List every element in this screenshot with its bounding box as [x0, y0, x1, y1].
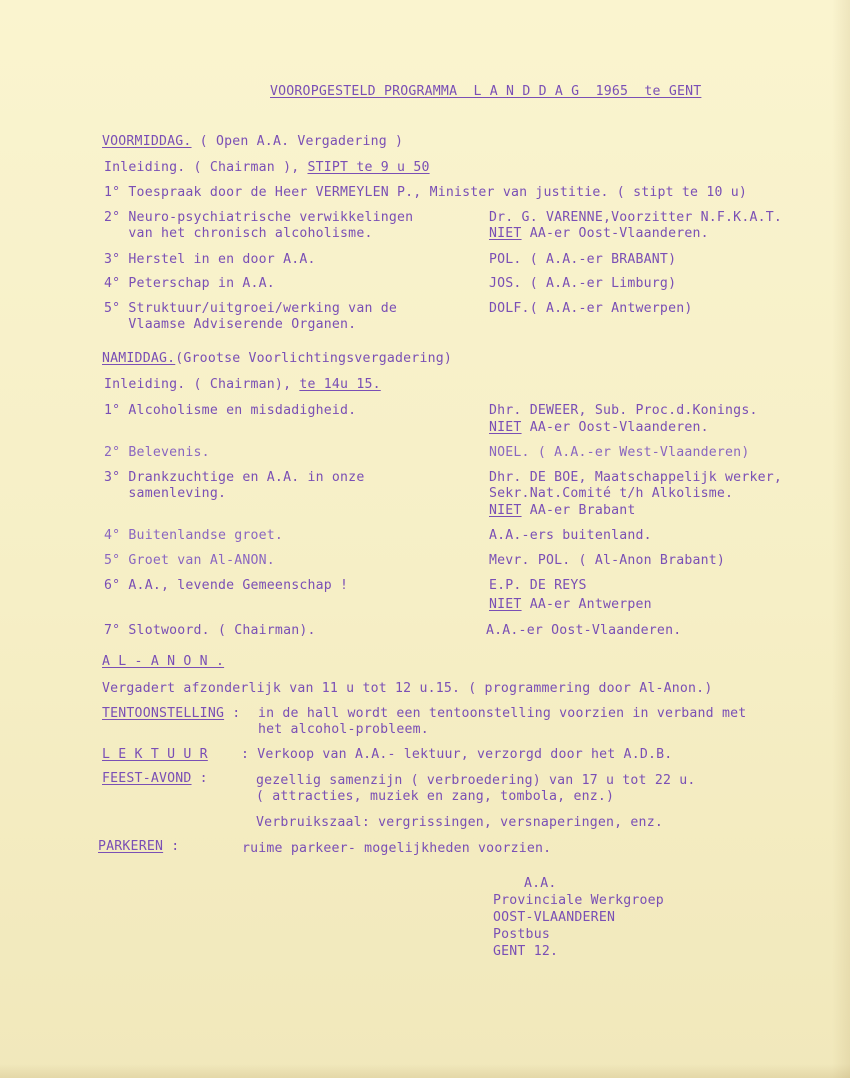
morning-item-3-speaker: POL. ( A.A.-er BRABANT)	[489, 252, 677, 267]
not-label: NIET	[489, 420, 522, 435]
morning-item-3: 3° Herstel in en door A.A.	[104, 252, 316, 267]
afternoon-heading-line	[102, 351, 452, 367]
afternoon-item-3-line-1: 3° Drankzuchtige en A.A. in onze	[104, 470, 365, 485]
morning-item-2-line-1: 2° Neuro-psychiatrische verwikkelingen	[104, 210, 414, 225]
afternoon-item-3-speaker-role: Sekr.Nat.Comité t/h Alkolisme.	[489, 486, 734, 501]
not-label: NIET	[489, 503, 522, 518]
morning-item-2-speaker: Dr. G. VARENNE,Voorzitter N.F.K.A.T.	[489, 210, 783, 225]
speaker-note-text: AA-er Antwerpen	[521, 597, 652, 612]
afternoon-intro-text: Inleiding. ( Chairman),	[104, 377, 300, 392]
morning-heading-line	[102, 134, 403, 150]
paper-edge-bottom	[0, 1064, 850, 1078]
signature-line-4: Postbus	[493, 927, 550, 942]
not-label: NIET	[489, 597, 522, 612]
signature-line-3: OOST-VLAANDEREN	[493, 910, 616, 925]
document-title: VOOROPGESTELD PROGRAMMA L A N D D A G 1965 te GENT	[270, 84, 702, 99]
afternoon-intro	[104, 377, 381, 393]
alanon-heading: A L - A N O N .	[102, 654, 225, 669]
morning-item-4: 4° Peterschap in A.A.	[104, 276, 275, 291]
parking-text: ruime parkeer- mogelijkheden voorzien.	[242, 841, 552, 856]
afternoon-item-7-speaker: A.A.-er Oost-Vlaanderen.	[486, 623, 682, 638]
party-text-line-1: gezellig samenzijn ( verbroedering) van 17 u tot 22 u.	[256, 773, 696, 788]
afternoon-item-6-speaker-note	[489, 597, 652, 613]
parking-label-line	[98, 839, 179, 855]
parking-label: PARKEREN	[98, 839, 164, 854]
afternoon-item-5-speaker: Mevr. POL. ( Al-Anon Brabant)	[489, 553, 726, 568]
afternoon-item-3-speaker-note	[489, 503, 636, 519]
morning-heading: VOORMIDDAG.	[102, 134, 192, 149]
afternoon-intro-time: te 14u 15.	[299, 377, 381, 392]
label-colon: :	[224, 706, 241, 721]
reading-text: : Verkoop van A.A.- lektuur, verzorgd door het A.D.B.	[241, 747, 673, 762]
party-label: FEEST-AVOND	[102, 771, 192, 786]
label-colon: :	[191, 771, 208, 786]
exhibition-label: TENTOONSTELLING	[102, 706, 225, 721]
morning-item-5-line-1: 5° Struktuur/uitgroei/werking van de	[104, 301, 398, 316]
speaker-note-text: AA-er Brabant	[521, 503, 636, 518]
afternoon-item-1: 1° Alcoholisme en misdadigheid.	[104, 403, 357, 418]
morning-item-5-speaker: DOLF.( A.A.-er Antwerpen)	[489, 301, 693, 316]
afternoon-item-5: 5° Groet van Al-ANON.	[104, 553, 275, 568]
signature-line-5: GENT 12.	[493, 944, 559, 959]
afternoon-item-7: 7° Slotwoord. ( Chairman).	[104, 623, 316, 638]
party-text-line-3: Verbruikszaal: vergrissingen, versnaperingen, enz.	[256, 815, 663, 830]
party-text-line-2: ( attracties, muziek en zang, tombola, enz.)	[256, 789, 615, 804]
afternoon-item-2: 2° Belevenis.	[104, 445, 210, 460]
afternoon-item-1-speaker-note	[489, 420, 709, 436]
morning-intro-text: Inleiding. ( Chairman ),	[104, 160, 308, 175]
afternoon-item-2-speaker: NOEL. ( A.A.-er West-Vlaanderen)	[489, 445, 750, 460]
speaker-note-text: AA-er Oost-Vlaanderen.	[521, 420, 709, 435]
speaker-note-text: AA-er Oost-Vlaanderen.	[521, 226, 709, 241]
alanon-text: Vergadert afzonderlijk van 11 u tot 12 u.15. ( programmering door Al-Anon.)	[102, 681, 713, 696]
exhibition-label-line	[102, 706, 240, 722]
afternoon-item-3-line-2: samenleving.	[104, 486, 227, 501]
morning-item-2-line-2: van het chronisch alcoholisme.	[104, 226, 373, 241]
label-colon: :	[163, 839, 180, 854]
not-label: NIET	[489, 226, 522, 241]
afternoon-heading: NAMIDDAG.	[102, 351, 176, 366]
morning-item-5-line-2: Vlaamse Adviserende Organen.	[104, 317, 357, 332]
afternoon-item-6-speaker: E.P. DE REYS	[489, 578, 587, 593]
exhibition-text-line-2: het alcohol-probleem.	[258, 722, 429, 737]
reading-label: L E K T U U R	[102, 747, 208, 762]
party-label-line	[102, 771, 208, 787]
signature-line-2: Provinciale Werkgroep	[493, 893, 664, 908]
morning-item-1: 1° Toespraak door de Heer VERMEYLEN P., Minister van justitie. ( stipt te 10 u)	[104, 185, 748, 200]
morning-item-2-speaker-note	[489, 226, 709, 242]
afternoon-item-6: 6° A.A., levende Gemeenschap !	[104, 578, 349, 593]
afternoon-item-4: 4° Buitenlandse groet.	[104, 528, 284, 543]
morning-intro	[104, 160, 430, 176]
exhibition-text-line-1: in de hall wordt een tentoonstelling voorzien in verband met	[258, 706, 747, 721]
afternoon-item-4-speaker: A.A.-ers buitenland.	[489, 528, 652, 543]
morning-heading-rest: ( Open A.A. Vergadering )	[191, 134, 404, 149]
morning-item-4-speaker: JOS. ( A.A.-er Limburg)	[489, 276, 677, 291]
morning-intro-time: STIPT te 9 u 50	[307, 160, 430, 175]
afternoon-heading-rest: (Grootse Voorlichtingsvergadering)	[175, 351, 453, 366]
afternoon-item-3-speaker: Dhr. DE BOE, Maatschappelijk werker,	[489, 470, 783, 485]
paper-edge-right	[832, 0, 850, 1078]
afternoon-item-1-speaker: Dhr. DEWEER, Sub. Proc.d.Konings.	[489, 403, 758, 418]
signature-line-1: A.A.	[524, 876, 557, 891]
